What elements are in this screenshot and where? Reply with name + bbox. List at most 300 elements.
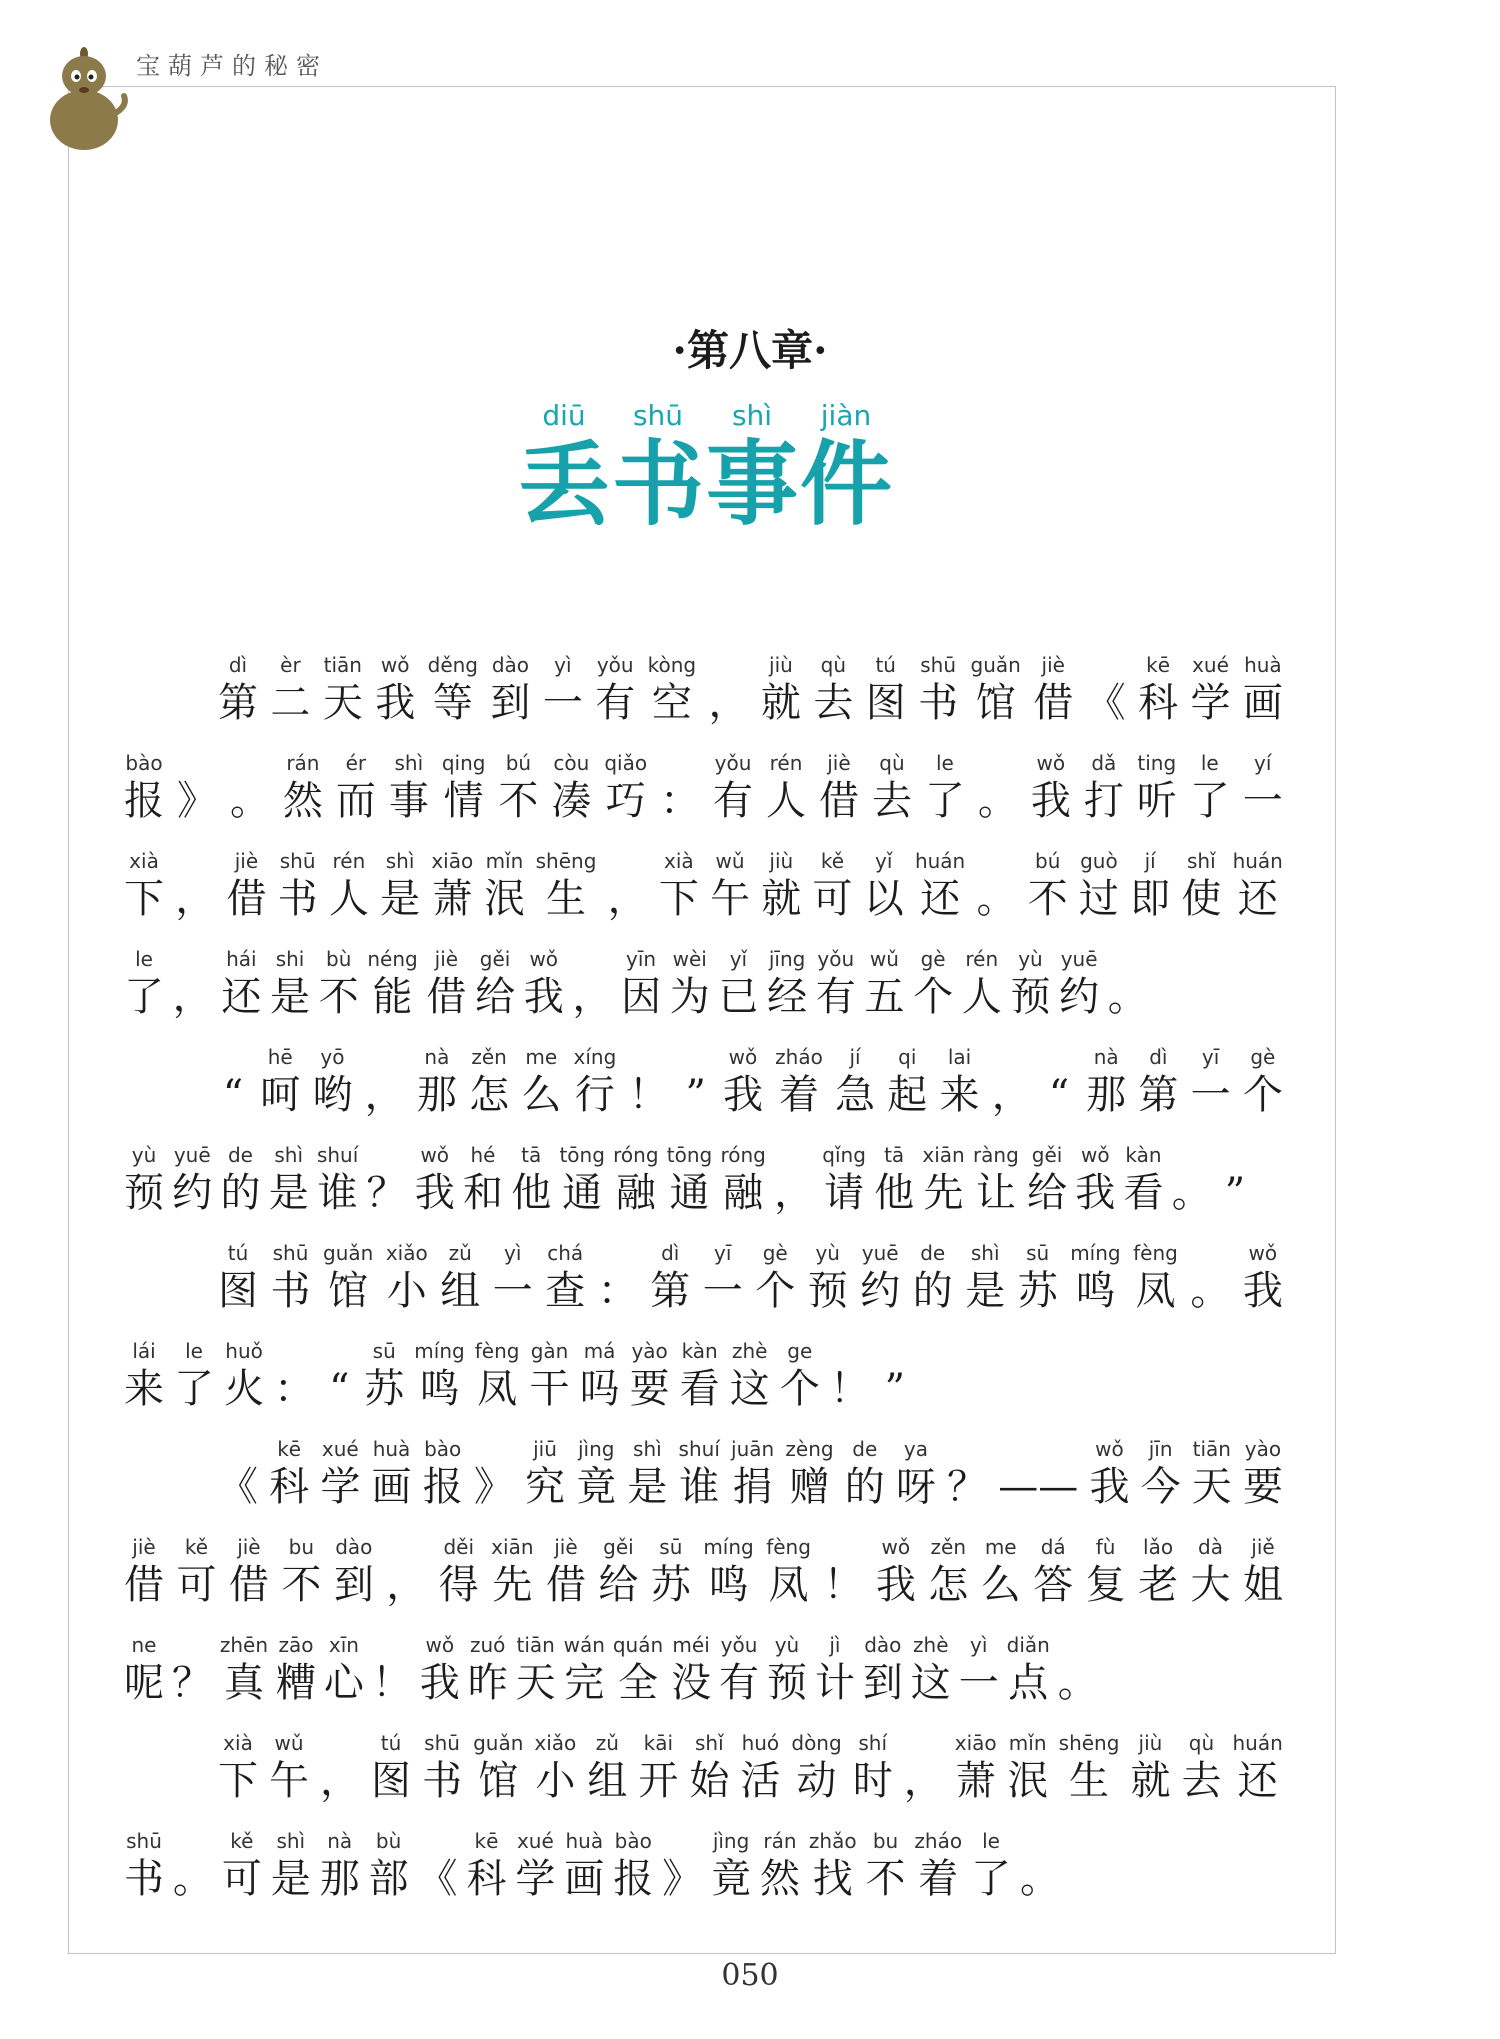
char-unit	[915, 846, 965, 922]
char-unit	[1028, 846, 1068, 922]
text-line	[124, 1532, 1283, 1608]
char-unit	[955, 1728, 997, 1804]
pinyin: bù	[375, 1829, 402, 1853]
hanzi: 还	[1237, 876, 1278, 922]
char-unit	[329, 846, 369, 922]
pinyin: jiě	[1251, 1535, 1275, 1559]
char-unit	[918, 650, 958, 726]
pinyin: zhè	[731, 1339, 768, 1363]
hanzi: 能	[372, 974, 413, 1020]
pinyin: me	[984, 1535, 1017, 1559]
pinyin: huán	[914, 849, 966, 873]
pinyin: wǒ	[1036, 751, 1066, 775]
hanzi: 苏	[650, 1562, 691, 1608]
pinyin: rán	[286, 751, 320, 775]
pinyin: yù	[815, 1241, 840, 1265]
hanzi: 午	[710, 876, 751, 922]
hanzi: 哟	[312, 1072, 353, 1118]
char-unit	[1089, 1434, 1129, 1510]
hanzi: 借	[226, 876, 267, 922]
pinyin: xià	[129, 849, 159, 873]
pinyin: nà	[327, 1829, 353, 1853]
hanzi: 。	[1171, 1170, 1212, 1216]
pinyin: qiǎo	[604, 751, 648, 775]
hanzi: 我	[1089, 1464, 1130, 1510]
pinyin: zhè	[913, 1633, 949, 1657]
hanzi: 画	[371, 1464, 412, 1510]
char-unit	[442, 748, 486, 824]
hanzi: 借	[818, 778, 859, 824]
char-unit	[515, 1826, 555, 1902]
hanzi: 融	[723, 1170, 764, 1216]
pinyin: èr	[280, 653, 301, 677]
char-unit	[525, 1434, 565, 1510]
pinyin: zèng	[785, 1437, 834, 1461]
punctuation-unit	[1172, 1140, 1212, 1216]
hanzi: 有	[815, 974, 856, 1020]
char-unit	[320, 1434, 360, 1510]
char-unit	[369, 1826, 409, 1902]
hanzi: 完	[564, 1660, 605, 1706]
hanzi: 干	[529, 1366, 570, 1412]
pinyin: tú	[875, 653, 896, 677]
punctuation-unit	[1086, 650, 1126, 726]
pinyin: mǐn	[485, 849, 524, 873]
char-unit	[269, 1728, 309, 1804]
hanzi: 不	[498, 778, 539, 824]
char-unit	[364, 1336, 404, 1412]
pinyin: yuē	[861, 1241, 899, 1265]
char-unit	[1138, 1532, 1178, 1608]
char-unit	[431, 846, 473, 922]
hanzi: 学	[515, 1856, 556, 1902]
hanzi: 书	[277, 876, 318, 922]
hanzi: 糟	[275, 1660, 316, 1706]
hanzi: 呀	[895, 1464, 936, 1510]
hanzi: 泯	[1007, 1758, 1048, 1804]
pinyin: dì	[228, 653, 248, 677]
pinyin: le	[1200, 751, 1219, 775]
punctuation-unit	[274, 1336, 314, 1412]
hanzi: ，	[991, 1072, 1032, 1118]
char-unit	[551, 748, 591, 824]
punctuation-unit	[230, 748, 270, 824]
book-title: 宝葫芦的秘密	[136, 52, 328, 80]
hanzi: 报	[422, 1464, 463, 1510]
hanzi: 小	[535, 1758, 576, 1804]
pinyin: jìng	[577, 1437, 615, 1461]
hanzi: 找	[812, 1856, 853, 1902]
hanzi: 急	[835, 1072, 876, 1118]
pinyin: bu	[872, 1829, 899, 1853]
char-unit	[638, 1728, 678, 1804]
char-unit	[564, 1826, 604, 1902]
hanzi: 呢	[124, 1660, 164, 1706]
pinyin: shū	[279, 849, 316, 873]
char-unit	[703, 1238, 743, 1314]
pinyin: yuē	[173, 1143, 211, 1167]
char-unit	[981, 1532, 1021, 1608]
char-unit	[761, 650, 801, 726]
hanzi: 活	[740, 1758, 781, 1804]
char-unit	[914, 1826, 962, 1902]
pinyin: guǎn	[970, 653, 1021, 677]
char-unit	[719, 1630, 759, 1706]
hanzi: 空	[651, 680, 692, 726]
hanzi: 全	[617, 1660, 658, 1706]
text-line	[124, 944, 1148, 1020]
pinyin: gè	[762, 1241, 788, 1265]
char-unit	[1243, 1434, 1283, 1510]
pinyin: zěn	[471, 1045, 507, 1069]
char-unit	[124, 944, 164, 1020]
pinyin: róng	[720, 1143, 766, 1167]
hanzi: ：	[597, 1268, 638, 1314]
hanzi: “	[222, 1072, 244, 1118]
hanzi: 了	[924, 778, 965, 824]
char-unit	[667, 1140, 712, 1216]
pinyin: huán	[1232, 849, 1283, 873]
pinyin: shì	[970, 1241, 1000, 1265]
pinyin: rán	[763, 1829, 797, 1853]
hanzi: 部	[368, 1856, 409, 1902]
char-unit	[659, 846, 699, 922]
punctuation-unit	[1044, 1042, 1074, 1118]
hanzi: 那	[1086, 1072, 1127, 1118]
hanzi: 。	[976, 876, 1017, 922]
hanzi: 一	[1190, 1072, 1231, 1118]
hanzi: 天	[515, 1660, 556, 1706]
hanzi: 借	[545, 1562, 586, 1608]
pinyin: dǎ	[1091, 751, 1117, 775]
hanzi: 可	[221, 1856, 262, 1902]
char-unit	[546, 1532, 586, 1608]
char-unit	[426, 944, 466, 1020]
char-unit	[887, 1042, 927, 1118]
pinyin: yuē	[1060, 947, 1098, 971]
hanzi: 天	[1191, 1464, 1232, 1510]
pinyin: jiè	[554, 1535, 578, 1559]
char-unit	[896, 1434, 936, 1510]
pinyin: dì	[661, 1241, 680, 1265]
punctuation-unit	[474, 1434, 514, 1510]
pinyin: dào	[864, 1633, 902, 1657]
hanzi: 不	[318, 974, 359, 1020]
pinyin: shì	[274, 1143, 304, 1167]
hanzi: 的	[912, 1268, 953, 1314]
hanzi: 以	[863, 876, 904, 922]
punctuation-unit	[218, 1042, 248, 1118]
pinyin: yǒu	[596, 653, 634, 677]
char-unit	[718, 944, 758, 1020]
pinyin: bu	[288, 1535, 315, 1559]
title-pinyin: shì	[731, 399, 773, 432]
hanzi: 个	[779, 1366, 820, 1412]
pinyin: néng	[367, 947, 418, 971]
char-unit	[613, 1630, 663, 1706]
char-unit	[911, 1630, 951, 1706]
pinyin: jiù	[769, 653, 793, 677]
hanzi: 约	[1059, 974, 1100, 1020]
hanzi: 第	[218, 680, 258, 726]
hanzi: 姐	[1242, 1562, 1283, 1608]
char-unit	[866, 1826, 906, 1902]
char-unit	[971, 1826, 1011, 1902]
pinyin: yào	[1244, 1437, 1282, 1461]
pinyin: xué	[321, 1437, 359, 1461]
pinyin: hē	[267, 1045, 293, 1069]
hanzi: 》	[662, 1856, 703, 1902]
hanzi: 怎	[469, 1072, 510, 1118]
char-unit	[1232, 1728, 1282, 1804]
hanzi: 画	[1242, 680, 1283, 726]
pinyin: xiǎo	[534, 1731, 577, 1755]
punctuation-unit	[386, 1532, 426, 1608]
char-unit	[1141, 1434, 1181, 1510]
hanzi: 书	[124, 1856, 164, 1902]
pinyin: róng	[613, 1143, 659, 1167]
pinyin: shū	[126, 1829, 162, 1853]
char-unit	[785, 1434, 833, 1510]
punctuation-unit	[177, 748, 217, 824]
page-number: 050	[721, 1958, 779, 1993]
hanzi: 不	[1027, 876, 1068, 922]
pinyin: xīn	[328, 1633, 359, 1657]
hanzi: 小	[386, 1268, 427, 1314]
char-unit	[367, 944, 417, 1020]
char-unit	[439, 1532, 479, 1608]
char-unit	[375, 650, 415, 726]
pinyin: còu	[553, 751, 590, 775]
text-line	[124, 846, 1283, 922]
pinyin: sū	[372, 1339, 396, 1363]
hanzi: ，	[172, 974, 213, 1020]
char-unit	[475, 1336, 520, 1412]
hanzi: 赠	[789, 1464, 830, 1510]
hanzi: 了	[971, 1856, 1012, 1902]
hanzi: 是	[270, 1856, 311, 1902]
pinyin: gěi	[479, 947, 511, 971]
pinyin: qing	[441, 751, 486, 775]
pinyin: jiè	[234, 849, 259, 873]
hanzi: 吗	[579, 1366, 620, 1412]
text-line	[124, 1336, 910, 1412]
char-unit	[420, 1630, 460, 1706]
punctuation-unit	[681, 1042, 711, 1118]
char-unit	[317, 1140, 358, 1216]
char-unit	[1018, 1238, 1058, 1314]
hanzi: 《	[218, 1464, 258, 1510]
pinyin: wǔ	[869, 947, 899, 971]
char-unit	[630, 1336, 670, 1412]
hanzi: 借	[426, 974, 467, 1020]
pinyin: shū	[920, 653, 957, 677]
hanzi: 的	[220, 1170, 261, 1216]
char-unit	[490, 650, 530, 726]
char-unit	[1191, 1042, 1231, 1118]
char-unit	[283, 748, 323, 824]
char-unit	[319, 944, 359, 1020]
char-unit	[270, 650, 310, 726]
hanzi: 竟	[576, 1464, 617, 1510]
char-unit	[414, 1336, 464, 1412]
hanzi: 萧	[432, 876, 473, 922]
hanzi: 图	[371, 1758, 412, 1804]
punctuation-unit	[608, 846, 648, 922]
char-unit	[1008, 1728, 1048, 1804]
hanzi: 就	[760, 680, 801, 726]
hanzi: 使	[1181, 876, 1222, 922]
char-unit	[679, 1434, 720, 1510]
hanzi: 我	[419, 1660, 460, 1706]
pinyin: yào	[631, 1339, 668, 1363]
char-unit	[124, 1630, 164, 1706]
hanzi: 是	[270, 974, 311, 1020]
hanzi: 第	[1138, 1072, 1179, 1118]
hanzi: 苏	[364, 1366, 405, 1412]
pinyin: zhǎo	[808, 1829, 857, 1853]
hanzi: 得	[438, 1562, 479, 1608]
pinyin: huà	[565, 1829, 604, 1853]
hanzi: 一	[492, 1268, 533, 1314]
pinyin: huǒ	[225, 1339, 263, 1363]
hanzi: 那	[416, 1072, 457, 1118]
char-unit	[604, 748, 647, 824]
pinyin: qǐng	[822, 1143, 866, 1167]
pinyin: yǒu	[817, 947, 855, 971]
pinyin: bào	[424, 1437, 462, 1461]
hanzi: 我	[414, 1170, 455, 1216]
punctuation-unit	[830, 1336, 870, 1412]
hanzi: 下	[218, 1758, 258, 1804]
char-unit	[1075, 1140, 1115, 1216]
pinyin: xiān	[922, 1143, 965, 1167]
pinyin: fèng	[766, 1535, 811, 1559]
pinyin: xíng	[573, 1045, 617, 1069]
title-character: 件	[799, 430, 892, 538]
char-unit	[863, 1630, 903, 1706]
hanzi: 这	[729, 1366, 770, 1412]
hanzi: 预	[124, 1170, 164, 1216]
char-unit	[928, 1532, 968, 1608]
text-line	[218, 1728, 1283, 1804]
char-unit	[1027, 1140, 1067, 1216]
char-unit	[428, 650, 478, 726]
pinyin: kě	[230, 1829, 254, 1853]
pinyin: shì	[394, 751, 424, 775]
char-unit	[174, 1336, 214, 1412]
hanzi: 我	[1075, 1170, 1116, 1216]
punctuation-unit	[1220, 1140, 1250, 1216]
pinyin: sū	[659, 1535, 683, 1559]
hanzi: 即	[1130, 876, 1171, 922]
hanzi: 预	[766, 1660, 807, 1706]
pinyin: ràng	[972, 1143, 1019, 1167]
punctuation-unit	[367, 1140, 407, 1216]
pinyin: kàn	[681, 1339, 718, 1363]
hanzi: ，	[386, 1562, 427, 1608]
char-unit	[278, 846, 318, 922]
char-unit	[1181, 1728, 1221, 1804]
pinyin: jiè	[132, 1535, 156, 1559]
hanzi: 怎	[928, 1562, 969, 1608]
char-unit	[866, 650, 906, 726]
char-unit	[650, 1238, 690, 1314]
hanzi: 了	[1189, 778, 1230, 824]
pinyin: qù	[1188, 1731, 1215, 1755]
pinyin: tiān	[323, 653, 362, 677]
hanzi: 我	[375, 680, 416, 726]
char-unit	[260, 1042, 300, 1118]
pinyin: wǒ	[425, 1633, 455, 1657]
pinyin: dì	[1149, 1045, 1168, 1069]
punctuation-unit	[173, 1826, 213, 1902]
hanzi: 来	[939, 1072, 980, 1118]
pinyin: ne	[131, 1633, 157, 1657]
hanzi: 始	[689, 1758, 730, 1804]
punctuation-unit	[365, 1042, 405, 1118]
hanzi: 个	[755, 1268, 796, 1314]
pinyin: zǔ	[595, 1731, 619, 1755]
pinyin: yǒu	[720, 1633, 758, 1657]
hanzi: 情	[443, 778, 484, 824]
text-line	[218, 1042, 1283, 1118]
pinyin: dà	[1198, 1535, 1223, 1559]
pinyin: yǐ	[875, 849, 893, 873]
pinyin: fèng	[474, 1339, 520, 1363]
hanzi: 和	[462, 1170, 503, 1216]
char-unit	[720, 1140, 765, 1216]
hanzi: 借	[228, 1562, 269, 1608]
pinyin: shuí	[678, 1437, 720, 1461]
pinyin: tú	[227, 1241, 249, 1265]
char-unit	[218, 1238, 258, 1314]
char-unit	[271, 1238, 311, 1314]
hanzi: 融	[615, 1170, 656, 1216]
char-unit	[124, 1826, 164, 1902]
char-unit	[1084, 748, 1124, 824]
pinyin: zhēn	[219, 1633, 269, 1657]
char-unit	[172, 1140, 212, 1216]
char-unit	[559, 1140, 604, 1216]
char-unit	[1191, 1532, 1231, 1608]
char-unit	[484, 846, 524, 922]
hanzi: 一	[542, 680, 583, 726]
pinyin: zěn	[930, 1535, 966, 1559]
char-unit	[323, 650, 363, 726]
char-unit	[1243, 1238, 1283, 1314]
pinyin: hái	[226, 947, 257, 971]
char-unit	[755, 1238, 795, 1314]
hanzi: 。	[172, 1856, 213, 1902]
char-unit	[276, 1630, 316, 1706]
hanzi: 这	[910, 1660, 951, 1706]
pinyin: gè	[1250, 1045, 1276, 1069]
char-unit	[819, 748, 859, 824]
pinyin: tōng	[666, 1143, 713, 1167]
char-unit	[587, 1728, 627, 1804]
punctuation-unit	[1058, 1630, 1098, 1706]
char-unit	[808, 1238, 848, 1314]
char-unit	[670, 944, 710, 1020]
hanzi: 因	[621, 974, 662, 1020]
hanzi: 去	[813, 680, 854, 726]
pinyin: wǔ	[715, 849, 745, 873]
pinyin: wǔ	[274, 1731, 304, 1755]
pinyin: le	[185, 1339, 203, 1363]
pinyin: xiāo	[954, 1731, 997, 1755]
char-unit	[1138, 1042, 1178, 1118]
